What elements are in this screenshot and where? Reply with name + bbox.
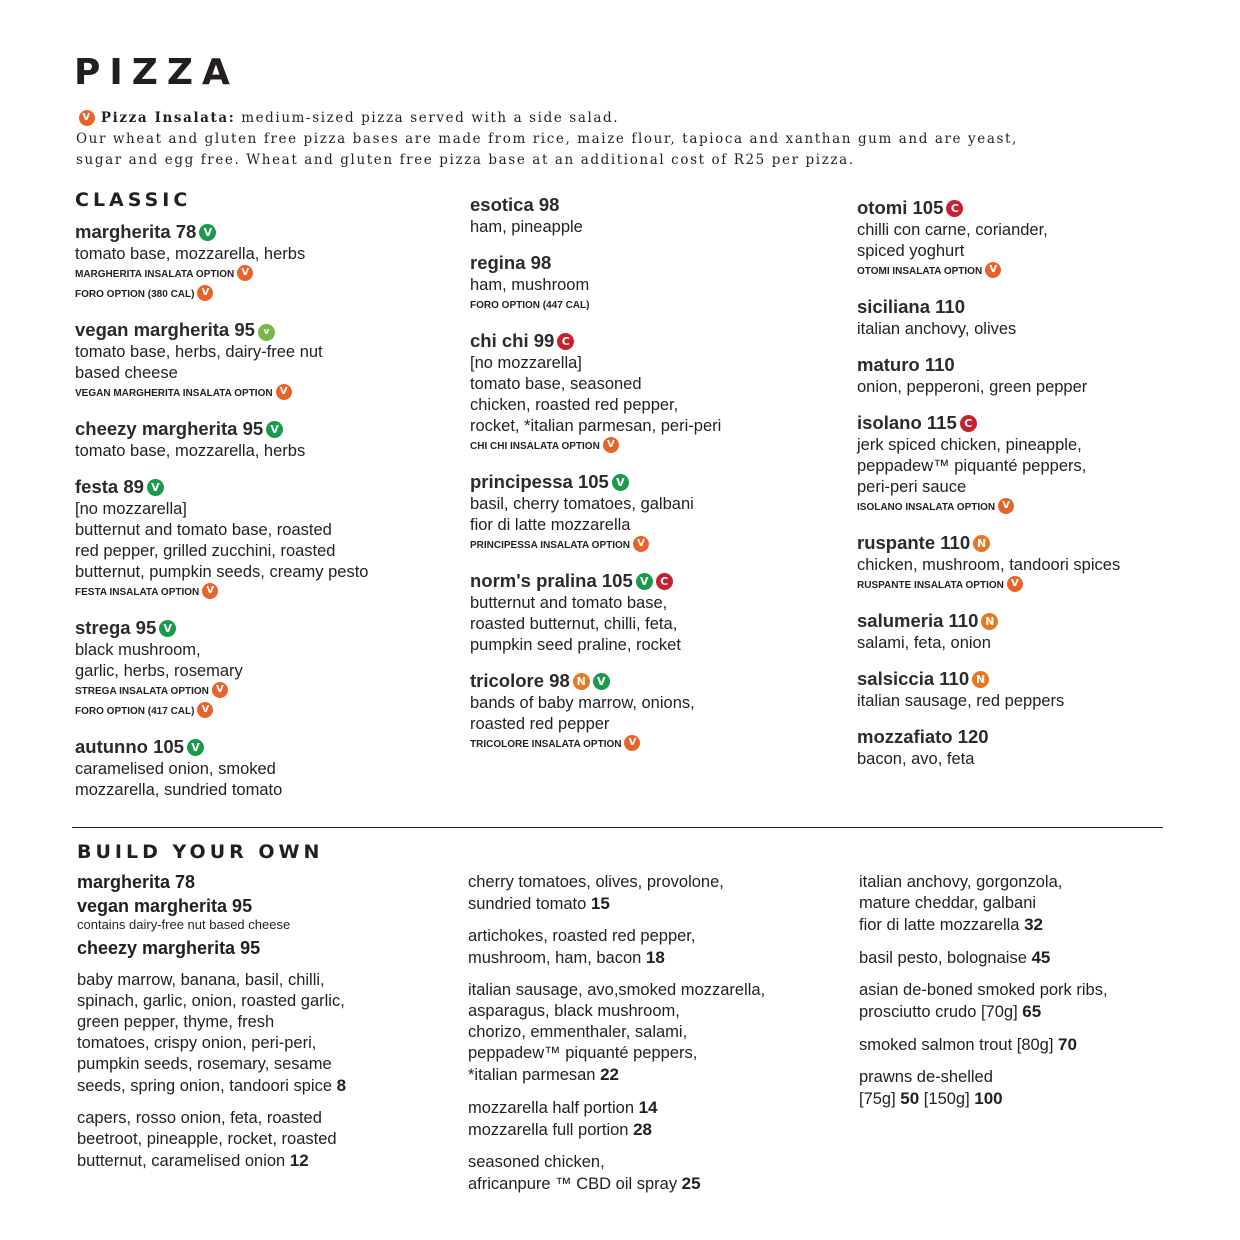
item-description: butternut, pumpkin seeds, creamy pesto	[75, 563, 369, 581]
menu-item	[857, 609, 1237, 654]
item-name	[75, 475, 455, 499]
item-option	[75, 384, 455, 404]
byo-text: pumpkin seeds, rosemary, sesame	[77, 1055, 332, 1073]
item-option	[75, 702, 455, 722]
byo-line	[859, 872, 1239, 893]
item-name-text: festa 89	[75, 476, 144, 497]
item-description: chicken, roasted red pepper,	[470, 396, 679, 414]
item-name	[857, 353, 1237, 377]
byo-line	[77, 1150, 457, 1172]
vegetarian-icon: V	[612, 474, 629, 491]
menu-item	[75, 220, 455, 305]
byo-line	[859, 947, 1239, 969]
item-name	[470, 669, 850, 693]
byo-line	[859, 893, 1239, 914]
item-name	[857, 411, 1237, 435]
item-description: onion, pepperoni, green pepper	[857, 378, 1088, 396]
byo-price: 25	[681, 1174, 701, 1193]
byo-text: italian sausage, avo,smoked mozzarella,	[468, 981, 766, 999]
item-description: spiced yoghurt	[857, 242, 965, 260]
item-option-text: MARGHERITA INSALATA OPTION	[75, 269, 235, 280]
item-option-text: TRICOLORE INSALATA OPTION	[470, 739, 622, 750]
item-option	[75, 583, 455, 603]
byo-line	[859, 1067, 1239, 1088]
item-name-text: cheezy margherita 95	[75, 418, 264, 439]
item-description: [no mozzarella]	[470, 354, 582, 372]
item-description: ham, mushroom	[470, 276, 590, 294]
item-name-text: tricolore 98	[470, 670, 570, 691]
byo-line	[859, 1088, 1239, 1110]
item-description: bands of baby marrow, onions,	[470, 694, 695, 712]
item-name	[857, 609, 1237, 633]
byo-price: 65	[1022, 1002, 1042, 1021]
byo-topping-group	[77, 970, 457, 1097]
insalata-text: medium-sized pizza served with a side salad.	[235, 110, 620, 126]
item-description: peppadew™ piquanté peppers,	[857, 457, 1087, 475]
menu-item	[857, 411, 1237, 518]
vegetarian-icon: V	[187, 739, 204, 756]
byo-base: vegan margherita 95	[77, 896, 253, 916]
byo-line	[468, 926, 848, 947]
chilli-icon: C	[960, 415, 977, 432]
byo-topping-group	[468, 980, 848, 1086]
menu-item	[75, 616, 455, 722]
item-description: butternut and tomato base, roasted	[75, 521, 332, 539]
byo-text: mature cheddar, galbani	[859, 894, 1037, 912]
byo-text: smoked salmon trout [80g]	[859, 1036, 1059, 1054]
byo-line	[859, 1001, 1239, 1023]
item-name-text: salsiccia 110	[857, 668, 970, 689]
item-option	[75, 682, 455, 702]
item-name	[470, 193, 850, 217]
byo-text: artichokes, roasted red pepper,	[468, 927, 696, 945]
item-name	[470, 329, 850, 353]
item-name	[75, 220, 455, 244]
byo-text: basil pesto, bolognaise	[859, 949, 1032, 967]
item-description: rocket, *italian parmesan, peri-peri	[470, 417, 722, 435]
byo-base: margherita 78	[77, 872, 196, 892]
item-description: salami, feta, onion	[857, 634, 991, 652]
byo-text: prawns de-shelled	[859, 1068, 993, 1086]
item-option-text: OTOMI INSALATA OPTION	[857, 266, 983, 277]
insalata-icon: V	[633, 536, 649, 552]
byo-line	[77, 991, 457, 1012]
item-description: black mushroom,	[75, 641, 201, 659]
byo-price: 70	[1058, 1035, 1077, 1054]
item-option	[857, 262, 1237, 282]
nuts-icon: N	[972, 671, 989, 688]
item-name-text: otomi 105	[857, 197, 944, 218]
nuts-icon: N	[973, 535, 990, 552]
menu-item	[75, 735, 455, 801]
item-description: bacon, avo, feta	[857, 750, 975, 768]
item-name-text: norm's pralina 105	[470, 570, 633, 591]
item-description: italian anchovy, olives	[857, 320, 1017, 338]
item-description: caramelised onion, smoked	[75, 760, 276, 778]
menu-item	[857, 667, 1237, 712]
insalata-icon: V	[603, 437, 619, 453]
item-option	[470, 536, 850, 556]
byo-text: prosciutto crudo [70g]	[859, 1003, 1023, 1021]
item-option-text: FESTA INSALATA OPTION	[75, 587, 200, 598]
item-description: jerk spiced chicken, pineapple,	[857, 436, 1082, 454]
item-name	[470, 569, 850, 593]
item-option	[75, 285, 455, 305]
item-name-text: ruspante 110	[857, 532, 971, 553]
menu-item	[857, 725, 1237, 770]
byo-text: asian de-boned smoked pork ribs,	[859, 981, 1108, 999]
menu-item	[470, 193, 850, 238]
item-name	[470, 470, 850, 494]
item-description: tomato base, seasoned	[470, 375, 642, 393]
item-name	[857, 531, 1237, 555]
menu-item	[470, 329, 850, 457]
byo-price: 15	[590, 894, 610, 913]
byo-text: cherry tomatoes, olives, provolone,	[468, 873, 724, 891]
byo-topping-group	[468, 872, 848, 915]
byo-column-3	[859, 872, 1239, 1121]
byo-topping-group	[859, 980, 1239, 1023]
byo-topping-group	[468, 926, 848, 969]
byo-topping-group	[859, 872, 1239, 936]
byo-line	[859, 914, 1239, 936]
item-description: mozzarella, sundried tomato	[75, 781, 283, 799]
byo-price: 50	[900, 1089, 920, 1108]
item-name-text: maturo 110	[857, 354, 955, 375]
item-description: tomato base, mozzarella, herbs	[75, 245, 306, 263]
byo-text: italian anchovy, gorgonzola,	[859, 873, 1063, 891]
vegetarian-icon: V	[147, 479, 164, 496]
byo-text: sundried tomato	[468, 895, 591, 913]
item-name-text: mozzafiato 120	[857, 726, 989, 747]
item-name-text: regina 98	[470, 252, 552, 273]
item-option-text: RUSPANTE INSALATA OPTION	[857, 580, 1004, 591]
item-option	[470, 735, 850, 755]
byo-price: 100	[974, 1089, 1003, 1108]
classic-heading: CLASSIC	[75, 189, 192, 211]
byo-text: africanpure ™ CBD oil spray	[468, 1175, 682, 1193]
vegan-icon: v	[258, 324, 275, 341]
byo-line	[468, 1119, 848, 1141]
byo-line	[77, 970, 457, 991]
byo-price: 28	[633, 1120, 652, 1139]
byo-price: 22	[600, 1065, 619, 1084]
byo-line	[468, 1097, 848, 1119]
menu-item	[75, 417, 455, 462]
byo-column-1	[77, 870, 457, 1183]
byo-price: 14	[638, 1098, 658, 1117]
byo-line	[468, 1043, 848, 1064]
chilli-icon: C	[656, 573, 673, 590]
insalata-icon: V	[276, 384, 292, 400]
byo-topping-group	[859, 947, 1239, 969]
byo-line	[859, 980, 1239, 1001]
byo-topping-group	[859, 1034, 1239, 1056]
menu-item	[857, 353, 1237, 398]
byo-topping-group	[468, 1152, 848, 1195]
insalata-icon: V	[985, 262, 1001, 278]
item-name-text: siciliana 110	[857, 296, 966, 317]
item-description: garlic, herbs, rosemary	[75, 662, 243, 680]
item-name	[857, 196, 1237, 220]
item-description: red pepper, grilled zucchini, roasted	[75, 542, 336, 560]
byo-price: 18	[645, 948, 665, 967]
insalata-icon: V	[1007, 576, 1023, 592]
byo-text: *italian parmesan	[468, 1066, 601, 1084]
item-name	[75, 318, 455, 342]
build-your-own-heading: BUILD YOUR OWN	[77, 841, 324, 863]
item-description: chicken, mushroom, tandoori spices	[857, 556, 1121, 574]
menu-item	[857, 196, 1237, 282]
byo-text: capers, rosso onion, feta, roasted	[77, 1109, 322, 1127]
item-name-text: strega 95	[75, 617, 157, 638]
chilli-icon: C	[557, 333, 574, 350]
item-description: ham, pineapple	[470, 218, 583, 236]
byo-price: 32	[1024, 915, 1043, 934]
byo-line	[77, 1075, 457, 1097]
menu-item	[470, 470, 850, 556]
item-option-text: VEGAN MARGHERITA INSALATA OPTION	[75, 388, 273, 399]
item-option	[75, 265, 455, 285]
byo-line	[468, 980, 848, 1001]
classic-column-3	[857, 196, 1237, 783]
vegetarian-icon: V	[266, 421, 283, 438]
byo-text: fior di latte mozzarella	[859, 916, 1025, 934]
byo-text: spinach, garlic, onion, roasted garlic,	[77, 992, 345, 1010]
vegetarian-icon: V	[159, 620, 176, 637]
byo-text: [150g]	[919, 1090, 975, 1108]
vegetarian-icon: V	[199, 224, 216, 241]
byo-line	[859, 1034, 1239, 1056]
byo-text: chorizo, emmenthaler, salami,	[468, 1023, 688, 1041]
insalata-icon: V	[237, 265, 253, 281]
byo-text: mozzarella half portion	[468, 1099, 639, 1117]
menu-item	[75, 318, 455, 404]
item-name-text: autunno 105	[75, 736, 184, 757]
byo-text: [75g]	[859, 1090, 901, 1108]
item-option-text: FORO OPTION (447 CAL)	[470, 300, 590, 311]
item-name	[857, 295, 1237, 319]
menu-item	[857, 295, 1237, 340]
byo-topping-group	[859, 1067, 1239, 1110]
byo-text: asparagus, black mushroom,	[468, 1002, 680, 1020]
item-name-text: salumeria 110	[857, 610, 979, 631]
byo-line	[77, 1054, 457, 1075]
menu-item	[470, 251, 850, 316]
item-option-text: FORO OPTION (417 CAL)	[75, 706, 195, 717]
item-description: pumpkin seed praline, rocket	[470, 636, 681, 654]
insalata-icon: V	[197, 285, 213, 301]
item-name	[857, 725, 1237, 749]
byo-line	[468, 947, 848, 969]
byo-topping-group	[468, 1097, 848, 1141]
section-divider	[72, 827, 1163, 828]
item-description: italian sausage, red peppers	[857, 692, 1065, 710]
byo-line	[468, 1022, 848, 1043]
vegetarian-icon: V	[593, 673, 610, 690]
item-description: tomato base, herbs, dairy-free nut	[75, 343, 323, 361]
byo-line	[468, 1064, 848, 1086]
item-description: chilli con carne, coriander,	[857, 221, 1048, 239]
item-name-text: chi chi 99	[470, 330, 555, 351]
nuts-icon: N	[981, 613, 998, 630]
byo-text: mozzarella full portion	[468, 1121, 634, 1139]
byo-text: tomatoes, crispy onion, peri-peri,	[77, 1034, 317, 1052]
byo-topping-group	[77, 1108, 457, 1172]
byo-line	[77, 1108, 457, 1129]
menu-item	[857, 531, 1237, 596]
gluten-free-line-1: Our wheat and gluten free pizza bases are made from rice, maize flour, tapioca and xanthan gum and are yeast,	[76, 131, 1018, 147]
byo-price: 45	[1031, 948, 1051, 967]
item-description: basil, cherry tomatoes, galbani	[470, 495, 694, 513]
byo-line	[468, 1001, 848, 1022]
byo-line	[468, 1152, 848, 1173]
item-option	[857, 498, 1237, 518]
nuts-icon: N	[573, 673, 590, 690]
byo-line	[77, 1129, 457, 1150]
item-description: roasted butternut, chilli, feta,	[470, 615, 678, 633]
item-name-text: margherita 78	[75, 221, 197, 242]
item-name	[857, 667, 1237, 691]
item-name-text: isolano 115	[857, 412, 957, 433]
byo-text: seeds, spring onion, tandoori spice	[77, 1077, 337, 1095]
item-name	[470, 251, 850, 275]
item-description: fior di latte mozzarella	[470, 516, 631, 534]
item-description: butternut and tomato base,	[470, 594, 668, 612]
byo-price: 12	[289, 1151, 309, 1170]
item-option	[857, 576, 1237, 596]
chilli-icon: C	[946, 200, 963, 217]
byo-line	[77, 1012, 457, 1033]
item-name	[75, 616, 455, 640]
item-description: [no mozzarella]	[75, 500, 187, 518]
item-option	[470, 437, 850, 457]
item-option-text: PRINCIPESSA INSALATA OPTION	[470, 540, 631, 551]
item-name-text: vegan margherita 95	[75, 319, 255, 340]
item-description: based cheese	[75, 364, 178, 382]
byo-base: cheezy margherita 95	[77, 938, 261, 958]
insalata-icon: V	[624, 735, 640, 751]
insalata-icon: V	[197, 702, 213, 718]
byo-text: green pepper, thyme, fresh	[77, 1013, 275, 1031]
item-name	[75, 417, 455, 441]
insalata-icon: V	[998, 498, 1014, 514]
item-name-text: principessa 105	[470, 471, 609, 492]
byo-line	[77, 1033, 457, 1054]
item-name-text: esotica 98	[470, 194, 560, 215]
menu-item	[75, 475, 455, 603]
item-description: peri-peri sauce	[857, 478, 967, 496]
intro-text	[76, 108, 1176, 171]
byo-line	[468, 872, 848, 893]
item-name	[75, 735, 455, 759]
page-title: PIZZA	[74, 52, 239, 93]
byo-line	[468, 893, 848, 915]
byo-base-note: contains dairy-free nut based cheese	[77, 917, 291, 932]
byo-text: mushroom, ham, bacon	[468, 949, 646, 967]
item-option-text: CHI CHI INSALATA OPTION	[470, 441, 600, 452]
item-description: roasted red pepper	[470, 715, 610, 733]
byo-text: seasoned chicken,	[468, 1153, 605, 1171]
byo-price: 8	[336, 1076, 347, 1095]
byo-column-2	[468, 872, 848, 1206]
byo-text: baby marrow, banana, basil, chilli,	[77, 971, 325, 989]
byo-text: peppadew™ piquanté peppers,	[468, 1044, 698, 1062]
item-option-text: STREGA INSALATA OPTION	[75, 686, 209, 697]
insalata-icon: V	[202, 583, 218, 599]
item-description: tomato base, mozzarella, herbs	[75, 442, 306, 460]
byo-text: beetroot, pineapple, rocket, roasted	[77, 1130, 337, 1148]
insalata-icon: V	[212, 682, 228, 698]
gluten-free-line-2: sugar and egg free. Wheat and gluten free pizza base at an additional cost of R25 per pizza.	[76, 152, 855, 168]
insalata-icon: V	[79, 110, 95, 126]
classic-column-2	[470, 193, 850, 768]
menu-item	[470, 569, 850, 656]
menu-item	[470, 669, 850, 755]
insalata-label: Pizza Insalata:	[100, 110, 236, 126]
item-option	[470, 296, 850, 316]
vegetarian-icon: V	[636, 573, 653, 590]
item-option-text: ISOLANO INSALATA OPTION	[857, 502, 996, 513]
classic-column-1	[75, 220, 455, 814]
byo-line	[468, 1173, 848, 1195]
item-option-text: FORO OPTION (380 CAL)	[75, 289, 195, 300]
byo-text: butternut, caramelised onion	[77, 1152, 290, 1170]
